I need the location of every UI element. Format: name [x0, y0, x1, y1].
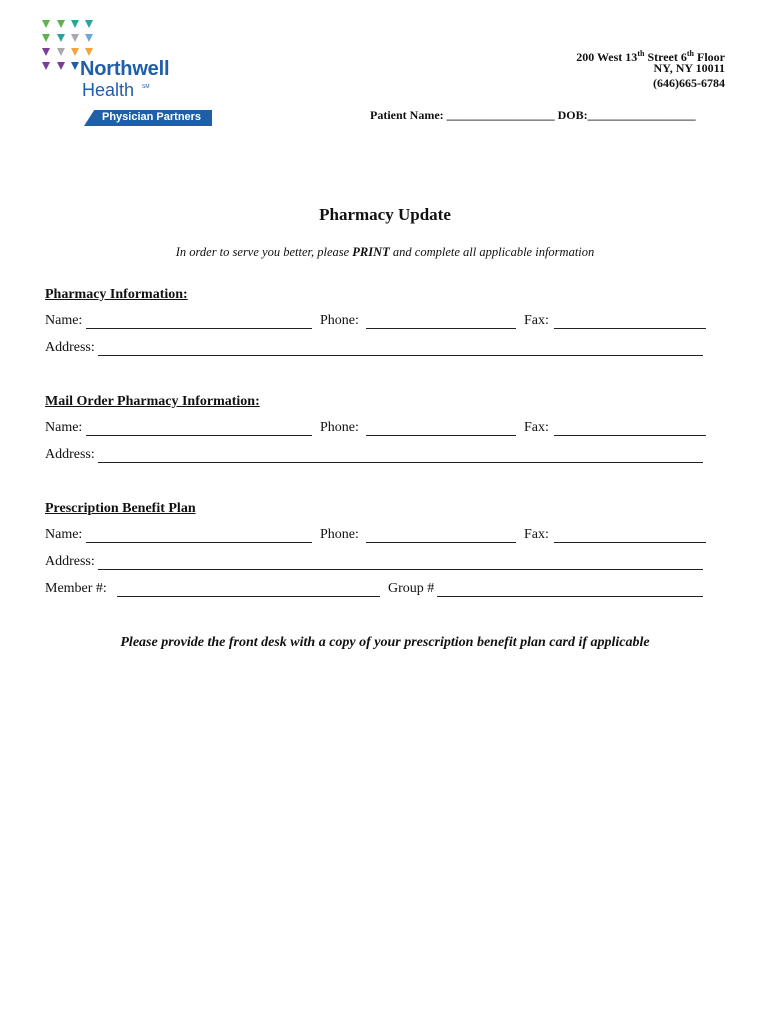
section-heading-mail-order: Mail Order Pharmacy Information:: [45, 394, 260, 409]
page-subtitle: In order to serve you better, please PRINT and complete all applicable information: [175, 245, 595, 259]
name-label: Name:: [45, 420, 83, 435]
mail-order-fax-field[interactable]: [554, 435, 706, 436]
phone-label: Phone:: [320, 420, 359, 435]
patient-name-dob-line[interactable]: Patient Name: __________________ DOB:__________________: [370, 108, 696, 122]
pharmacy-phone-field[interactable]: [366, 328, 516, 329]
name-label: Name:: [45, 527, 83, 542]
brand-northwell: Northwell: [80, 58, 170, 80]
front-desk-note: Please provide the front desk with a copy of your prescription benefit plan card if applicable: [120, 635, 650, 650]
address-label: Address:: [45, 447, 95, 462]
phone-number: (646)665-6784: [653, 76, 725, 90]
section-heading-pharmacy: Pharmacy Information:: [45, 287, 188, 302]
tagline-text: Physician Partners: [102, 111, 202, 123]
plan-phone-field[interactable]: [366, 542, 516, 543]
address-label: Address:: [45, 340, 95, 355]
fax-label: Fax:: [524, 313, 549, 328]
fax-label: Fax:: [524, 420, 549, 435]
brand-health: Health: [82, 80, 135, 100]
group-label: Group #: [388, 581, 435, 596]
address-line-1: 200 West 13th Street 6th Floor: [576, 49, 725, 64]
plan-address-field[interactable]: [98, 569, 703, 570]
plan-fax-field[interactable]: [554, 542, 706, 543]
section-heading-benefit-plan: Prescription Benefit Plan: [45, 501, 196, 516]
mail-order-address-field[interactable]: [98, 462, 703, 463]
fax-label: Fax:: [524, 527, 549, 542]
pharmacy-name-field[interactable]: [86, 328, 312, 329]
address-label: Address:: [45, 554, 95, 569]
brand-trademark: SM: [142, 84, 150, 90]
plan-name-field[interactable]: [86, 542, 312, 543]
plan-member-field[interactable]: [117, 596, 380, 597]
mail-order-name-field[interactable]: [86, 435, 312, 436]
mail-order-phone-field[interactable]: [366, 435, 516, 436]
pharmacy-address-field[interactable]: [98, 355, 703, 356]
northwell-logo: [40, 18, 220, 130]
phone-label: Phone:: [320, 313, 359, 328]
name-label: Name:: [45, 313, 83, 328]
address-line-2: NY, NY 10011: [653, 61, 725, 75]
phone-label: Phone:: [320, 527, 359, 542]
plan-group-field[interactable]: [437, 596, 703, 597]
member-label: Member #:: [45, 581, 107, 596]
page-title: Pharmacy Update: [319, 205, 451, 224]
pharmacy-fax-field[interactable]: [554, 328, 706, 329]
